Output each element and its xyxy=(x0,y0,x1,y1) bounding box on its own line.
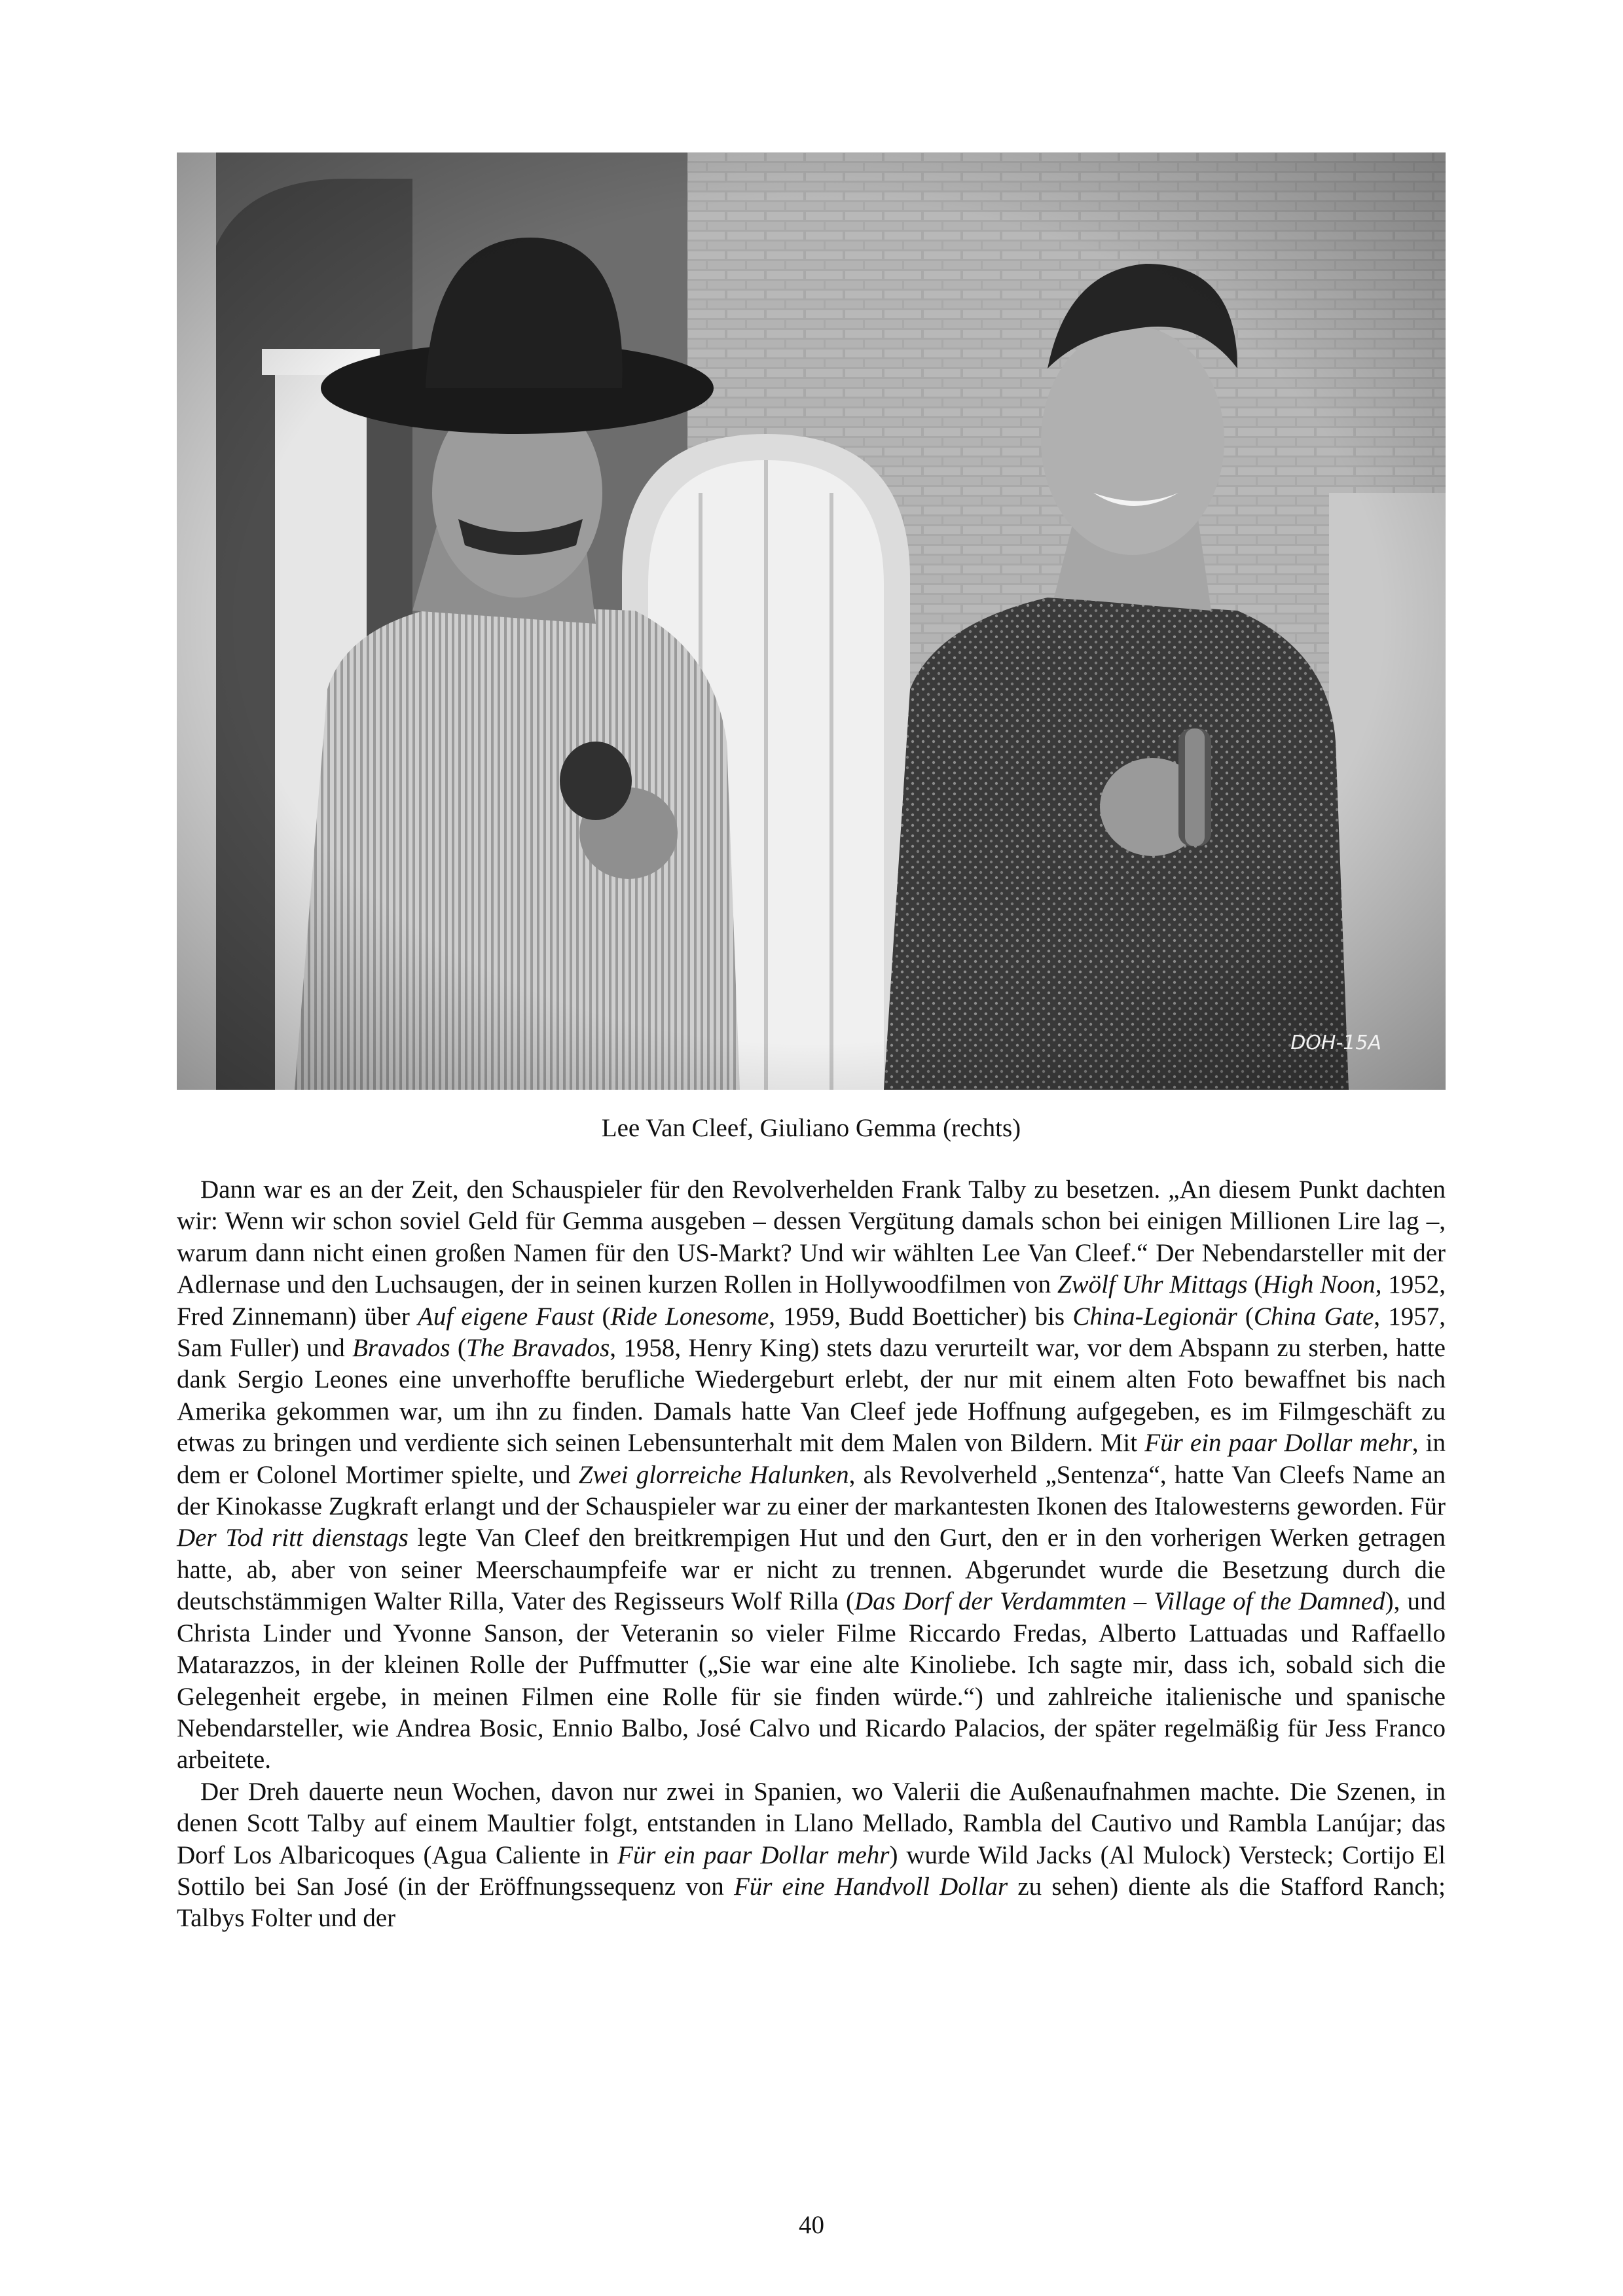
film-title-italic: Zwei glorreiche Halunken xyxy=(578,1460,849,1489)
text-run: Dann war es an der Zeit, den Schauspieler für den Revolverhelden Frank Talby zu besetzen. „An diesem Punkt dachten wir: Wenn wir schon soviel Geld für Gemma ausgeben – dessen Vergütung damals schon bei einigen Millionen Lire lag –, warum dann nicht einen großen Namen für den US-Markt? Und wir wählten Lee Van Cleef.“ Der Nebendarsteller mit der Adlernase und den Luchsaugen, der in seinen kurzen Rollen in Hollywoodfilmen von xyxy=(177,1175,1446,1299)
text-run: , als Revolverheld „Sentenza“, hatte Van Cleefs Name an der Kinokasse Zugkraft erlangt und der Schauspieler war zu einer der markantesten Ikonen des Italowesterns geworden. Für xyxy=(177,1460,1446,1521)
text-run: legte Van Cleef den breitkrempigen Hut und den Gurt, den er in den vorherigen Werken getragen hatte, ab, aber von seiner Meerschaumpfeife war er nicht zu trennen. Abgerundet wurde die Besetzung durch die deutschstämmigen Walter Rilla, Vater des Regisseurs Wolf Rilla ( xyxy=(177,1524,1446,1616)
text-run: ( xyxy=(1237,1302,1254,1331)
text-run: ( xyxy=(450,1334,466,1363)
text-run: , 1958, Henry King) stets dazu verurteilt war, vor dem Abspann zu sterben, hatte dank Sergio Leones eine unverhoffte berufliche Wiedergeburt erlebt, der nur mit einem alten Foto bewaffnet bis nach Amerika gekommen war, um ihn zu finden. Damals hatte Van Cleef jede Hoffnung aufgegeben, es im Filmgeschäft zu etwas zu bringen und verdiente sich seinen Lebensunterhalt mit dem Malen von Bildern. Mit xyxy=(177,1334,1446,1458)
film-title-italic: High Noon xyxy=(1262,1270,1376,1299)
body-paragraph xyxy=(177,1174,1446,1776)
film-title-italic: The Bravados xyxy=(465,1334,610,1363)
text-run: ), und Christa Linder und Yvonne Sanson, der Veteranin so vieler Filme Riccardo Fredas, Alberto Lattuadas und Raffaello Matarazzos, in der kleinen Rolle der Puffmutter („Sie war eine alte Kinoliebe. Ich sagte mir, dass ich, sobald sich die Gelegenheit ergebe, in meinen Filmen eine Rolle für sie finden würde.“) und zahlreiche italienische und spanische Nebendarsteller, wie Andrea Bosic, Ennio Balbo, José Calvo und Ricardo Palacios, der später regelmäßig für Jess Franco arbeitete. xyxy=(177,1587,1446,1774)
film-title-italic: Zwölf Uhr Mittags xyxy=(1057,1270,1248,1299)
film-title-italic: Ride Lonesome xyxy=(610,1302,769,1331)
figure-caption: Lee Van Cleef, Giuliano Gemma (rechts) xyxy=(601,1114,1021,1142)
film-title-italic: Für eine Handvoll Dollar xyxy=(733,1872,1008,1901)
text-run: , 1959, Budd Boetticher) bis xyxy=(769,1302,1073,1331)
photo-stamp: DOH-15A xyxy=(1290,1031,1381,1054)
text-run: ) wurde Wild Jacks (Al Mulock) Versteck; Cortijo El Sottilo bei San José (in der Eröffnungssequenz von xyxy=(177,1840,1446,1901)
film-title-italic: China-Legionär xyxy=(1072,1302,1237,1331)
film-title-italic: Auf eigene Faust xyxy=(418,1302,594,1331)
film-title-italic: Bravados xyxy=(352,1334,450,1363)
photo-illustration xyxy=(177,152,1446,1090)
body-paragraph xyxy=(177,1776,1446,1935)
text-run: Der Dreh dauerte neun Wochen, davon nur zwei in Spanien, wo Valerii die Außenaufnahmen machte. Die Szenen, in denen Scott Talby auf einem Maultier folgt, entstanden in Llano Mellado, Rambla del Cautivo und Rambla Lanújar; das Dorf Los Albaricoques (Agua Caliente in xyxy=(177,1777,1446,1869)
page-number: 40 xyxy=(799,2211,824,2239)
film-still-photo xyxy=(177,152,1446,1090)
text-run: , 1957, Sam Fuller) und xyxy=(177,1302,1446,1363)
text-run: , 1952, Fred Zinnemann) über xyxy=(177,1270,1446,1331)
film-title-italic: Das Dorf der Verdammten – Village of the Damned xyxy=(854,1587,1385,1616)
text-run: ( xyxy=(594,1302,611,1331)
film-title-italic: Der Tod ritt dienstags xyxy=(177,1524,409,1552)
text-run: ( xyxy=(1247,1270,1263,1299)
body-text xyxy=(177,1174,1446,1935)
film-title-italic: China Gate xyxy=(1253,1302,1374,1331)
text-run: zu sehen) diente als die Stafford Ranch; Talbys Folter und der xyxy=(177,1872,1446,1933)
film-title-italic: Für ein paar Dollar mehr xyxy=(1144,1429,1412,1458)
text-run: , in dem er Colonel Mortimer spielte, und xyxy=(177,1429,1446,1489)
film-title-italic: Für ein paar Dollar mehr xyxy=(617,1840,890,1869)
